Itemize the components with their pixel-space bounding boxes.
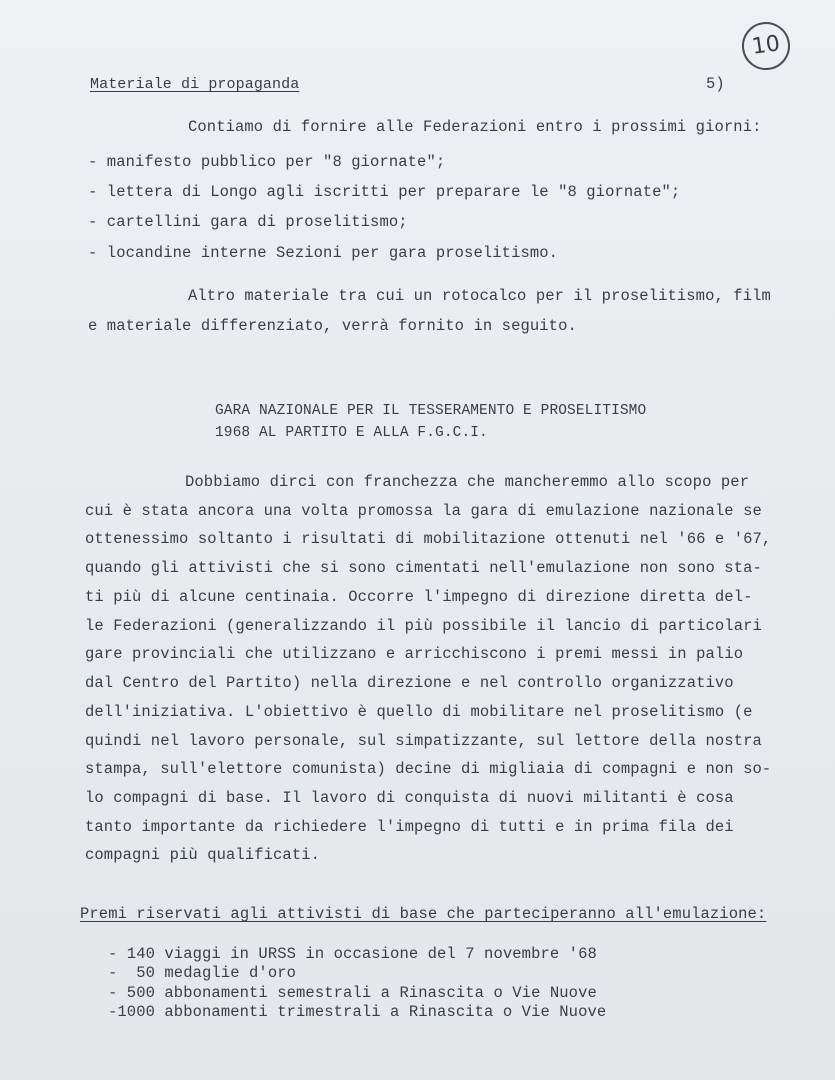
intro-paragraph: Contiamo di fornire alle Federazioni entro i prossimi giorni: <box>188 118 762 136</box>
body-line: lo compagni di base. Il lavoro di conquista di nuovi militanti è cosa <box>85 789 734 807</box>
heading-materiale-propaganda: Materiale di propaganda <box>90 76 300 93</box>
prize-item: -1000 abbonamenti trimestrali a Rinascita o Vie Nuove <box>108 1003 607 1021</box>
section-number: 5) <box>706 75 725 93</box>
body-line: tanto importante da richiedere l'impegno di tutti e in prima fila dei <box>85 818 734 836</box>
propaganda-item: - locandine interne Sezioni per gara proselitismo. <box>88 244 559 262</box>
section-title-line: 1968 AL PARTITO E ALLA F.G.C.I. <box>215 425 488 441</box>
prize-item: - 50 medaglie d'oro <box>108 964 297 982</box>
propaganda-item: - cartellini gara di proselitismo; <box>88 213 408 231</box>
body-line: cui è stata ancora una volta promossa la gara di emulazione nazionale se <box>85 502 762 520</box>
body-line: le Federazioni (generalizzando il più possibile il lancio di particolari <box>85 617 762 635</box>
body-line: quindi nel lavoro personale, sul simpatizzante, sul lettore della nostra <box>85 732 762 750</box>
body-line: ti più di alcune centinaia. Occorre l'impegno di direzione diretta del- <box>85 588 753 606</box>
other-material-line: Altro materiale tra cui un rotocalco per il proselitismo, film <box>188 287 771 305</box>
body-line: stampa, sull'elettore comunista) decine di migliaia di compagni e non so- <box>85 760 772 778</box>
body-line: gare provinciali che utilizzano e arricchiscono i premi messi in palio <box>85 645 744 663</box>
body-line: dell'iniziativa. L'obiettivo è quello di mobilitare nel proselitismo (e <box>85 703 753 721</box>
body-line: quando gli attivisti che si sono cimentati nell'emulazione non sono sta- <box>85 559 762 577</box>
other-material-line: e materiale differenziato, verrà fornito in seguito. <box>88 317 577 335</box>
prize-item: - 140 viaggi in URSS in occasione del 7 novembre '68 <box>108 945 597 963</box>
body-line: dal Centro del Partito) nella direzione e nel controllo organizzativo <box>85 674 734 692</box>
page-number-stamp: 10 <box>739 19 793 73</box>
propaganda-item: - manifesto pubblico per "8 giornate"; <box>88 153 446 171</box>
prize-item: - 500 abbonamenti semestrali a Rinascita o Vie Nuove <box>108 984 597 1002</box>
section-title-line: GARA NAZIONALE PER IL TESSERAMENTO E PROSELITISMO <box>215 403 647 419</box>
propaganda-item: - lettera di Longo agli iscritti per preparare le "8 giornate"; <box>88 183 681 201</box>
body-line: compagni più qualificati. <box>85 846 321 864</box>
prizes-heading: Premi riservati agli attivisti di base che parteciperanno all'emulazione: <box>80 905 767 923</box>
body-line: ottenessimo soltanto i risultati di mobilitazione ottenuti nel '66 e '67, <box>85 530 772 548</box>
body-line: Dobbiamo dirci con franchezza che mancheremmo allo scopo per <box>185 473 750 491</box>
